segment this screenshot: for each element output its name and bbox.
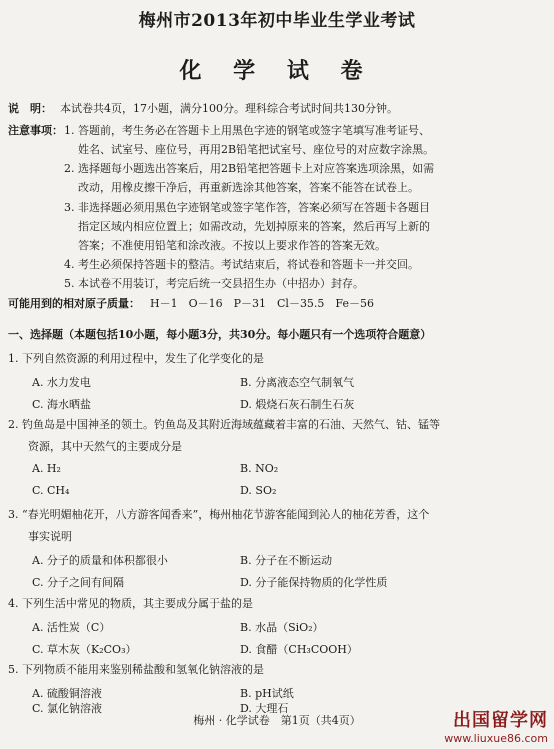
notes-line: 3. 非选择题必须用黑色字迹钢笔或签字笔作答，答案必须写在答题卡各题目 [64,201,430,214]
notes-line: 姓名、试室号、座位号，再用2B铅笔把试室号、座位号的对应数字涂黑。 [78,143,435,156]
question-stem: 3. “春光明媚柚花开，八方游客闻香来”，梅州柚花节游客能闻到沁人的柚花芳香，这个 [8,508,430,521]
question-stem: 4. 下列生活中常见的物质，其主要成分属于盐的是 [8,597,253,610]
notes-line: 5. 本试卷不用装订，考完后统一交县招生办（中招办）封存。 [64,277,364,290]
answer-option: C. CH₄ [32,484,70,497]
answer-option: C. 草木灰（K₂CO₃） [32,643,137,656]
notes-label: 注意事项： [8,124,63,137]
question-stem: 事实说明 [28,530,72,543]
answer-option: D. SO₂ [240,484,277,497]
question-stem: 5. 下列物质不能用来鉴别稀盐酸和氢氧化钠溶液的是 [8,663,264,676]
answer-option: B. 水晶（SiO₂） [240,621,324,634]
answer-option: C. 海水晒盐 [32,398,92,411]
notes-line: 改动，用橡皮擦干净后，再重新选涂其他答案，答案不能答在试卷上。 [78,181,419,194]
notes-line: 答案；不准使用铅笔和涂改液。不按以上要求作答的答案无效。 [78,239,386,252]
instructions-text: 本试卷共4页，17小题，满分100分。理科综合考试时间共130分钟。 [60,102,398,115]
answer-option: B. pH试纸 [240,687,294,700]
answer-option: B. 分离液态空气制氧气 [240,376,355,389]
answer-option: A. 水力发电 [32,376,91,389]
answer-option: A. 硫酸铜溶液 [32,687,102,700]
answer-option: D. 分子能保持物质的化学性质 [240,576,388,589]
question-stem: 资源，其中天然气的主要成分是 [28,440,182,453]
answer-option: A. 分子的质量和体积都很小 [32,554,168,567]
answer-option: A. 活性炭（C） [32,621,111,634]
atomic-mass-values: H－1 O－16 P－31 Cl－35.5 Fe－56 [150,297,374,310]
section-heading: 一、选择题（本题包括10小题，每小题3分，共30分。每小题只有一个选项符合题意） [8,328,432,341]
notes-line: 1. 答题前，考生务必在答题卡上用黑色字迹的钢笔或签字笔填写准考证号、 [64,124,430,137]
notes-line: 指定区域内相应位置上；如需改动，先划掉原来的答案，然后再写上新的 [78,220,430,233]
question-stem: 1. 下列自然资源的利用过程中，发生了化学变化的是 [8,352,264,365]
page-footer: 梅州 · 化学试卷 第1页（共4页） [193,714,361,727]
instructions-label: 说 明： [8,102,52,115]
answer-option: D. 食醋（CH₃COOH） [240,643,358,656]
answer-option: D. 煅烧石灰石制生石灰 [240,398,355,411]
question-stem: 2. 钓鱼岛是中国神圣的领土。钓鱼岛及其附近海域蕴藏着丰富的石油、天然气、钴、锰等 [8,418,440,431]
atomic-mass-label: 可能用到的相对原子质量： [8,297,140,310]
watermark-title: 出国留学网 [453,710,548,731]
exam-subtitle: 化 学 试 卷 [179,58,375,84]
answer-option: C. 氯化钠溶液 [32,702,103,715]
notes-line: 4. 考生必须保持答题卡的整洁。考试结束后，将试卷和答题卡一并交回。 [64,258,419,271]
watermark-url: www.liuxue86.com [444,732,548,745]
answer-option: B. 分子在不断运动 [240,554,333,567]
site-watermark [418,706,548,745]
answer-option: C. 分子之间有间隔 [32,576,125,589]
answer-option: A. H₂ [32,462,61,475]
answer-option: D. 大理石 [240,702,289,715]
exam-title: 梅州市2013年初中毕业生学业考试 [138,11,416,31]
answer-option: B. NO₂ [240,462,279,475]
notes-line: 2. 选择题每小题选出答案后，用2B铅笔把答题卡上对应答案选项涂黑，如需 [64,162,435,175]
